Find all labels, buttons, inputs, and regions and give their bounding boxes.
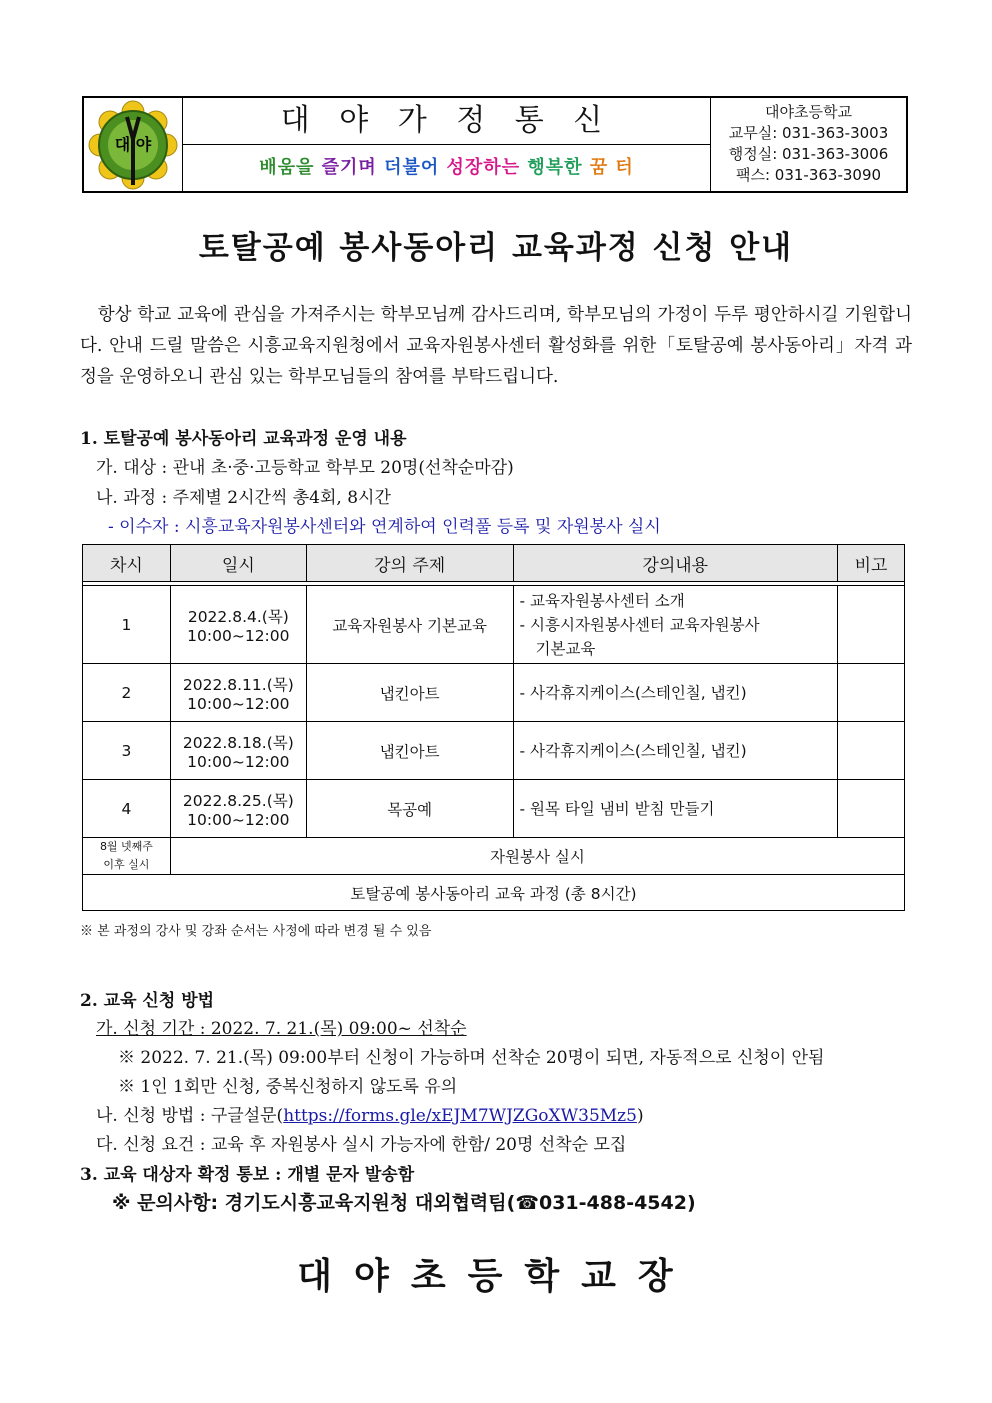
table-header-row	[83, 545, 905, 582]
session-no: 4	[83, 780, 171, 838]
school-logo-icon	[84, 98, 182, 191]
session-datetime	[170, 664, 306, 722]
school-slogan	[183, 145, 710, 191]
school-name: 대야초등학교	[765, 103, 852, 121]
col-header: 차시	[83, 545, 171, 582]
newsletter-header	[82, 96, 908, 193]
slogan-word: 행복한	[527, 157, 590, 178]
school-contacts	[711, 98, 906, 191]
session-topic: 냅킨아트	[306, 722, 513, 780]
slogan-word: 성장하는	[446, 157, 528, 178]
header-center	[183, 98, 711, 191]
apply-method-label: 나. 신청 방법 : 구글설문(	[96, 1106, 284, 1126]
page-title: 토탈공예 봉사동아리 교육과정 신청 안내	[198, 230, 794, 266]
session-topic: 목공예	[306, 780, 513, 838]
session-time: 10:00~12:00	[187, 810, 290, 829]
volunteer-period-line: 이후 실시	[103, 858, 150, 871]
session-no: 3	[83, 722, 171, 780]
apply-method	[96, 1101, 644, 1126]
table-row	[83, 586, 905, 664]
section3-heading: 3. 교육 대상자 확정 통보 : 개별 문자 발송함	[80, 1165, 415, 1185]
session-content	[513, 722, 838, 780]
content-line: - 원목 타일 냄비 받침 만들기	[519, 799, 715, 818]
session-note	[838, 586, 905, 664]
apply-requirement: 다. 신청 요건 : 교육 후 자원봉사 실시 가능자에 한함/ 20명 선착순 모집	[96, 1135, 627, 1155]
table-row	[83, 722, 905, 780]
intro-text: 항상 학교 교육에 관심을 가져주시는 학부모님께 감사드리며, 학부모님의 가정이 두루 평안하시길 기원합니다. 안내 드릴 말씀은 시흥교육지원청에서 교육자원봉사센터 활성화를 위한「토탈공예 봉사동아리」자격 과정을 운영하오니 관심 있는 학부모님들의 참여를 부탁드립니다.	[80, 305, 912, 387]
contact-line: 교무실: 031-363-3003	[728, 124, 889, 142]
session-content	[513, 780, 838, 838]
slogan-word: 배움을	[259, 157, 322, 178]
section1-heading: 1. 토탈공예 봉사동아리 교육과정 운영 내용	[80, 429, 407, 449]
school-logo	[84, 98, 183, 191]
apply-method-suffix: )	[636, 1106, 644, 1126]
apply-period-note: ※ 2022. 7. 21.(목) 09:00부터 신청이 가능하며 선착순 20명이 되면, 자동적으로 신청이 안됨	[118, 1048, 825, 1068]
session-topic: 냅킨아트	[306, 664, 513, 722]
inquiry-contact: ※ 문의사항: 경기도시흥교육지원청 대외협력팀(☎031-488-4542)	[112, 1192, 696, 1214]
content-line: - 시흥시자원봉사센터 교육자원봉사	[519, 615, 760, 634]
volunteer-period-line: 8월 넷째주	[99, 840, 153, 853]
contact-line: 팩스: 031-363-3090	[735, 166, 882, 184]
survey-link[interactable]: https://forms.gle/xEJM7WJZGoXW35Mz5	[283, 1106, 637, 1126]
table-row	[83, 780, 905, 838]
total-row	[83, 875, 905, 911]
contact-line: 행정실: 031-363-3006	[728, 145, 889, 163]
schedule-note: ※ 본 과정의 강사 및 강좌 순서는 사정에 따라 변경 될 수 있음	[80, 924, 432, 939]
course-total: 토탈공예 봉사동아리 교육 과정 (총 8시간)	[83, 875, 905, 911]
col-header: 강의 주제	[306, 545, 513, 582]
session-time: 10:00~12:00	[187, 694, 290, 713]
session-time: 10:00~12:00	[187, 752, 290, 771]
session-date: 2022.8.18.(목)	[182, 733, 294, 752]
section1-completion: - 이수자 : 시흥교육자원봉사센터와 연계하여 인력풀 등록 및 자원봉사 실시	[108, 517, 661, 537]
volunteer-text: 자원봉사 실시	[170, 838, 904, 875]
section2-heading: 2. 교육 신청 방법	[80, 991, 215, 1011]
session-no: 1	[83, 586, 171, 664]
schedule-table	[82, 544, 905, 911]
slogan-word: 더불어	[384, 157, 447, 178]
slogan-word: 즐기며	[321, 157, 385, 178]
session-content	[513, 586, 838, 664]
content-line: - 교육자원봉사센터 소개	[519, 591, 685, 610]
content-line: 기본교육	[535, 639, 596, 658]
col-header: 비고	[838, 545, 905, 582]
col-header: 강의내용	[513, 545, 838, 582]
session-datetime	[170, 722, 306, 780]
session-note	[838, 780, 905, 838]
section1-target: 가. 대상 : 관내 초·중·고등학교 학부모 20명(선착순마감)	[96, 458, 514, 478]
session-note	[838, 722, 905, 780]
content-line: - 사각휴지케이스(스테인칠, 냅킨)	[519, 683, 747, 702]
volunteer-period	[83, 838, 171, 875]
apply-once-note: ※ 1인 1회만 신청, 중복신청하지 않도록 유의	[118, 1077, 458, 1097]
svg-text:대 야: 대 야	[114, 135, 152, 154]
session-topic: 교육자원봉사 기본교육	[306, 586, 513, 664]
apply-period: 가. 신청 기간 : 2022. 7. 21.(목) 09:00~ 선착순	[96, 1019, 467, 1039]
session-date: 2022.8.11.(목)	[182, 675, 294, 694]
session-datetime	[170, 780, 306, 838]
col-header: 일시	[170, 545, 306, 582]
newsletter-title: 대 야 가 정 통 신	[183, 98, 710, 145]
content-line: - 사각휴지케이스(스테인칠, 냅킨)	[519, 741, 747, 760]
session-date: 2022.8.25.(목)	[182, 791, 294, 810]
session-content	[513, 664, 838, 722]
session-time: 10:00~12:00	[187, 626, 290, 645]
intro-paragraph	[80, 300, 912, 393]
session-datetime	[170, 586, 306, 664]
session-date: 2022.8.4.(목)	[187, 607, 289, 626]
slogan-word: 꿈 터	[589, 157, 634, 178]
session-no: 2	[83, 664, 171, 722]
session-note	[838, 664, 905, 722]
table-row	[83, 664, 905, 722]
volunteer-row	[83, 838, 905, 875]
section1-course: 나. 과정 : 주제별 2시간씩 총4회, 8시간	[96, 488, 391, 508]
principal-signature: 대야초등학교장	[297, 1256, 695, 1297]
